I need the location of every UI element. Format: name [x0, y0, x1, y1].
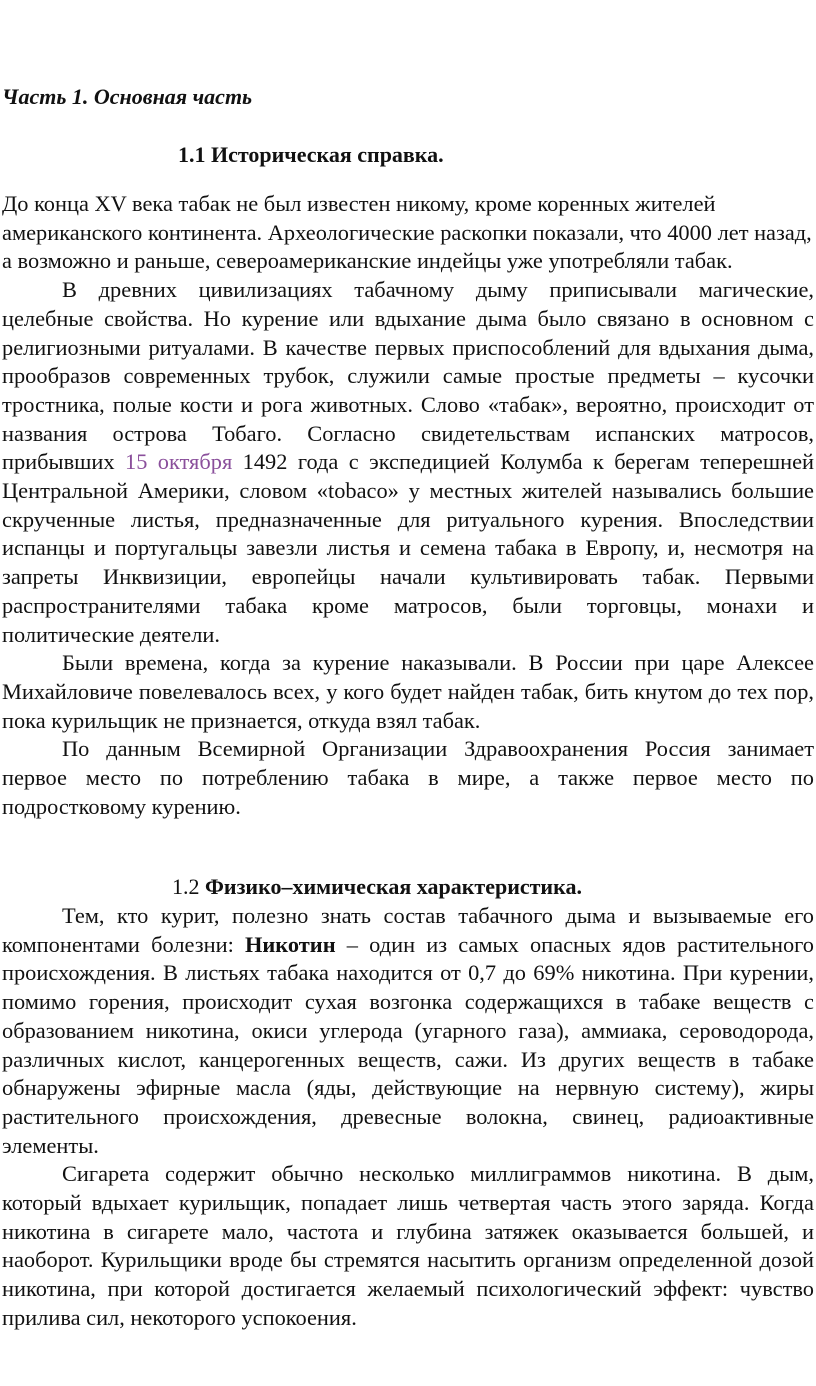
section-title-historical: 1.1 Историческая справка.	[178, 142, 444, 167]
date-link[interactable]: 15 октября	[125, 449, 233, 475]
paragraph-text: Тем, кто курит, полезно знать состав табачного дыма и вызываемые его компонентами болезни:	[2, 903, 814, 957]
paragraph: Сигарета содержит обычно несколько миллиграммов никотина. В дым, который вдыхает курильщик, попадает лишь четвертая часть этого заряда. Когда никотина в сигарете мало, частота и глубина затяжек оказывается большей, и наоборот. Курильщики вроде бы стремятся насытить организм определенной дозой никотина, при которой достигается желаемый психологический эффект: чувство прилива сил, некоторого успокоения.	[2, 1161, 814, 1330]
paragraph: Были времена, когда за курение наказывали. В России при царе Алексее Михайловиче повелевалось всех, у кого будет найден табак, бить кнутом до тех пор, пока курильщик не признается, откуда взял табак.	[2, 650, 814, 733]
section-number: 1.2	[172, 874, 205, 899]
part-title: Часть 1. Основная часть	[2, 84, 253, 109]
paragraph: До конца XV века табак не был известен никому, кроме коренных жителей американского континента. Археологические раскопки показали, что 4000 лет назад, а возможно и раньше, североамериканские индейцы уже употребляли табак.	[2, 191, 812, 274]
section-physchem-body	[2, 902, 814, 1333]
paragraph-text: В древних цивилизациях табачному дыму приписывали магические, целебные свойства. Но курение или вдыхание дыма было связано в основном с религиозными ритуалами. В качестве первых приспособлений для вдыхания дыма, прообразов современных трубок, служили самые простые предметы – кусочки тростника, полые кости и рога животных. Слово «табак», вероятно, происходит от названия острова Тобаго. Согласно свидетельствам испанских матросов, прибывших	[2, 277, 814, 475]
paragraph-text: – один из самых опасных ядов растительного происхождения. В листьях табака находится от 0,7 до 69% никотина. При курении, помимо горения, происходит сухая возгонка содержащихся в табаке веществ с образованием никотина, окиси углерода (угарного газа), аммиака, сероводорода, различных кислот, канцерогенных веществ, сажи. Из других веществ в табаке обнаружены эфирные масла (яды, действующие на нервную систему), жиры растительного происхождения, древесные волокна, свинец, радиоактивные элементы.	[2, 931, 814, 1158]
section-title-text: Физико–химическая характеристика.	[205, 874, 582, 899]
paragraph: По данным Всемирной Организации Здравоохранения Россия занимает первое место по потреблению табака в мире, а также первое место по подростковому курению.	[2, 736, 814, 819]
section-historical-body	[2, 190, 814, 821]
paragraph	[2, 276, 814, 649]
paragraph	[2, 902, 814, 1160]
bold-term: Никотин	[244, 931, 336, 957]
paragraph-text: 1492 года с экспедицией Колумба к берегам теперешней Центральной Америки, словом «tobaco» у местных жителей назывались большие скрученные листья, предназначенные для ритуального курения. Впоследствии испанцы и португальцы завезли листья и семена табака в Европу, и, несмотря на запреты Инквизиции, европейцы начали культивировать табак. Первыми распространителями табака кроме матросов, были торговцы, монахи и политические деятели.	[2, 449, 814, 647]
section-title-physchem	[172, 872, 582, 902]
